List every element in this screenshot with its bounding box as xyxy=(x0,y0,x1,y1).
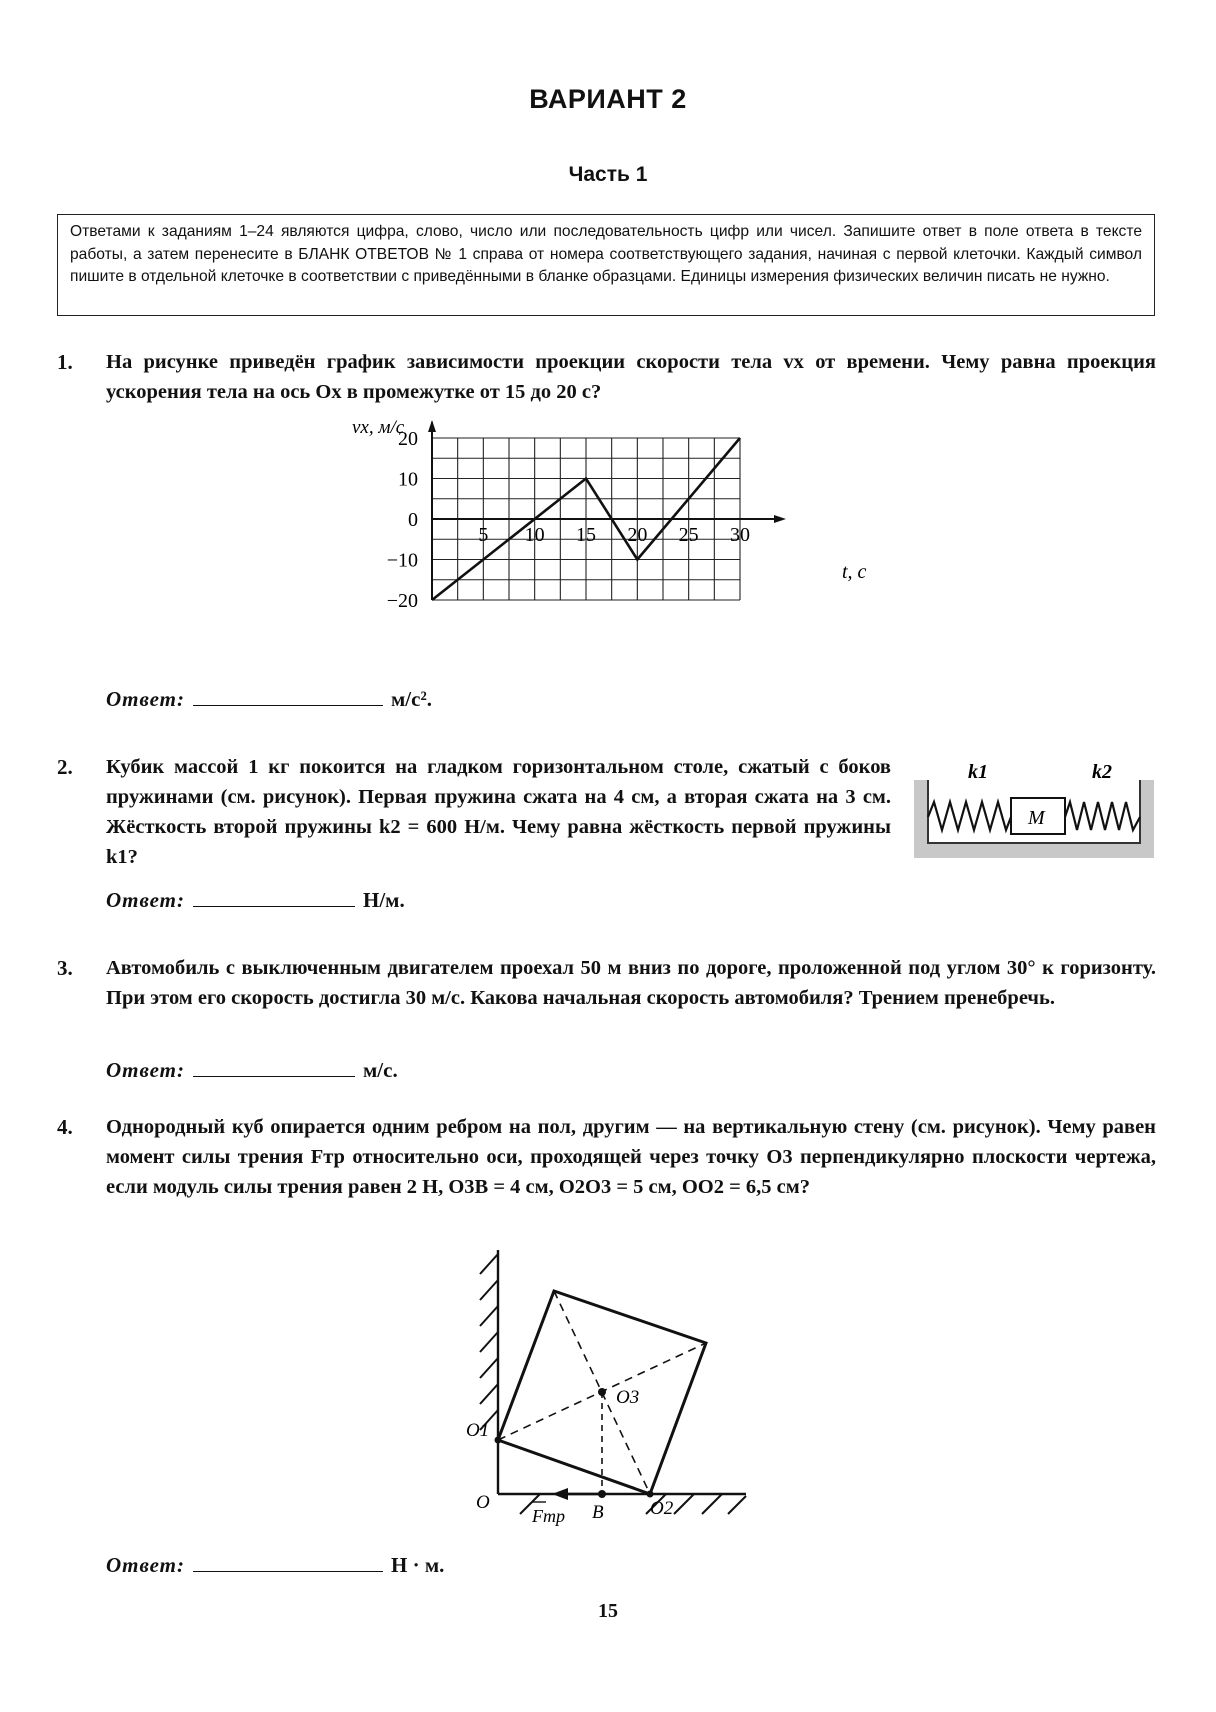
y-tick-label: 10 xyxy=(398,468,418,491)
x-tick-label: 25 xyxy=(678,524,699,546)
x-tick-label: 10 xyxy=(524,524,545,546)
label-o: O xyxy=(476,1492,490,1513)
answer-2-label: Ответ: xyxy=(106,888,185,912)
y-tick-label: 0 xyxy=(408,509,418,531)
question-2-number: 2. xyxy=(57,755,73,779)
x-tick-label: 30 xyxy=(730,524,750,546)
mass-label: M xyxy=(1028,807,1045,829)
point-o1 xyxy=(495,1437,502,1444)
question-1-text: На рисунке приведён график зависимости проекции скорости тела vx от времени. Чему равна проекция ускорения тела на ось Ox в промежутке от 15 до 20 с? xyxy=(106,351,1156,403)
answer-4-field[interactable] xyxy=(193,1553,383,1572)
wall-hatching xyxy=(480,1254,498,1430)
x-axis-arrow xyxy=(774,515,786,523)
velocity-chart xyxy=(340,420,880,670)
answer-3-field[interactable] xyxy=(193,1058,355,1077)
question-3-number: 3. xyxy=(57,956,73,980)
answer-1-field[interactable] xyxy=(193,687,383,706)
page-title: ВАРИАНТ 2 xyxy=(529,84,687,114)
part-title: Часть 1 xyxy=(568,163,648,186)
answer-4-unit: Н · м. xyxy=(391,1553,445,1577)
answer-2-unit: Н/м. xyxy=(363,888,405,912)
answer-3 xyxy=(106,1058,398,1083)
answer-3-label: Ответ: xyxy=(106,1058,185,1082)
x-tick-label: 5 xyxy=(478,524,489,546)
label-o1: O1 xyxy=(466,1420,490,1441)
point-o3 xyxy=(598,1388,606,1396)
answer-2 xyxy=(106,888,405,913)
answer-3-unit: м/с. xyxy=(363,1058,398,1082)
label-f: Fтр xyxy=(532,1506,565,1526)
friction-arrow-head xyxy=(552,1488,568,1500)
label-b: B xyxy=(592,1502,604,1523)
spring-figure xyxy=(912,760,1156,860)
label-o2: O2 xyxy=(650,1498,674,1519)
chart-x-label: t, с xyxy=(842,561,867,583)
answer-4-label: Ответ: xyxy=(106,1553,185,1577)
instructions-box: Ответами к заданиям 1–24 являются цифра, слово, число или последовательность цифр или чисел. Запишите ответ в поле ответа в тексте работы, а затем перенесите в БЛАНК ОТВЕТОВ № 1 справа от номера соответствующего задания, начиная с первой клеточки. Каждый символ пишите в отдельной клеточке в соответствии с приведёнными в бланке образцами. Единицы измерения физических величин писать не нужно. xyxy=(57,214,1155,316)
question-4-number: 4. xyxy=(57,1115,73,1139)
page-number: 15 xyxy=(598,1600,618,1622)
x-tick-label: 15 xyxy=(576,524,596,546)
k2-label: k2 xyxy=(1092,761,1112,783)
k1-label: k1 xyxy=(968,761,988,783)
question-2-text: Кубик массой 1 кг покоится на гладком горизонтальном столе, сжатый с боков пружинами (см. рисунок). Первая пружина сжата на 4 см, а вторая сжата на 3 см. Жёсткость второй пружины k2 = 600 Н/м. Чему равна жёсткость первой пружины k1? xyxy=(106,756,891,868)
y-tick-label: 20 xyxy=(398,428,418,450)
question-1-number: 1. xyxy=(57,350,73,374)
point-o2 xyxy=(647,1491,654,1498)
answer-4 xyxy=(106,1553,444,1578)
cube-figure xyxy=(440,1250,760,1540)
answer-1-label: Ответ: xyxy=(106,687,185,711)
y-tick-label: −20 xyxy=(386,590,418,612)
chart-y-label: vx, м/с xyxy=(352,420,405,438)
x-tick-label: 20 xyxy=(627,524,648,546)
label-o3: O3 xyxy=(616,1387,640,1408)
question-3-text: Автомобиль с выключенным двигателем проехал 50 м вниз по дороге, проложенной под углом 30° к горизонту. При этом его скорость достигла 30 м/с. Какова начальная скорость автомобиля? Трением пренебречь. xyxy=(106,957,1156,1009)
y-axis-arrow xyxy=(428,420,436,432)
question-4-text: Однородный куб опирается одним ребром на пол, другим — на вертикальную стену (см. рисунок). Чему равен момент силы трения Fтр относительно оси, проходящей через точку O3 перпендикулярно плоскости чертежа, если модуль силы трения равен 2 Н, O3B = 4 см, O2O3 = 5 см, OO2 = 6,5 см? xyxy=(106,1116,1156,1198)
y-tick-label: −10 xyxy=(386,549,418,572)
answer-2-field[interactable] xyxy=(193,888,355,907)
answer-1 xyxy=(106,687,432,712)
answer-1-unit: м/с². xyxy=(391,687,433,711)
